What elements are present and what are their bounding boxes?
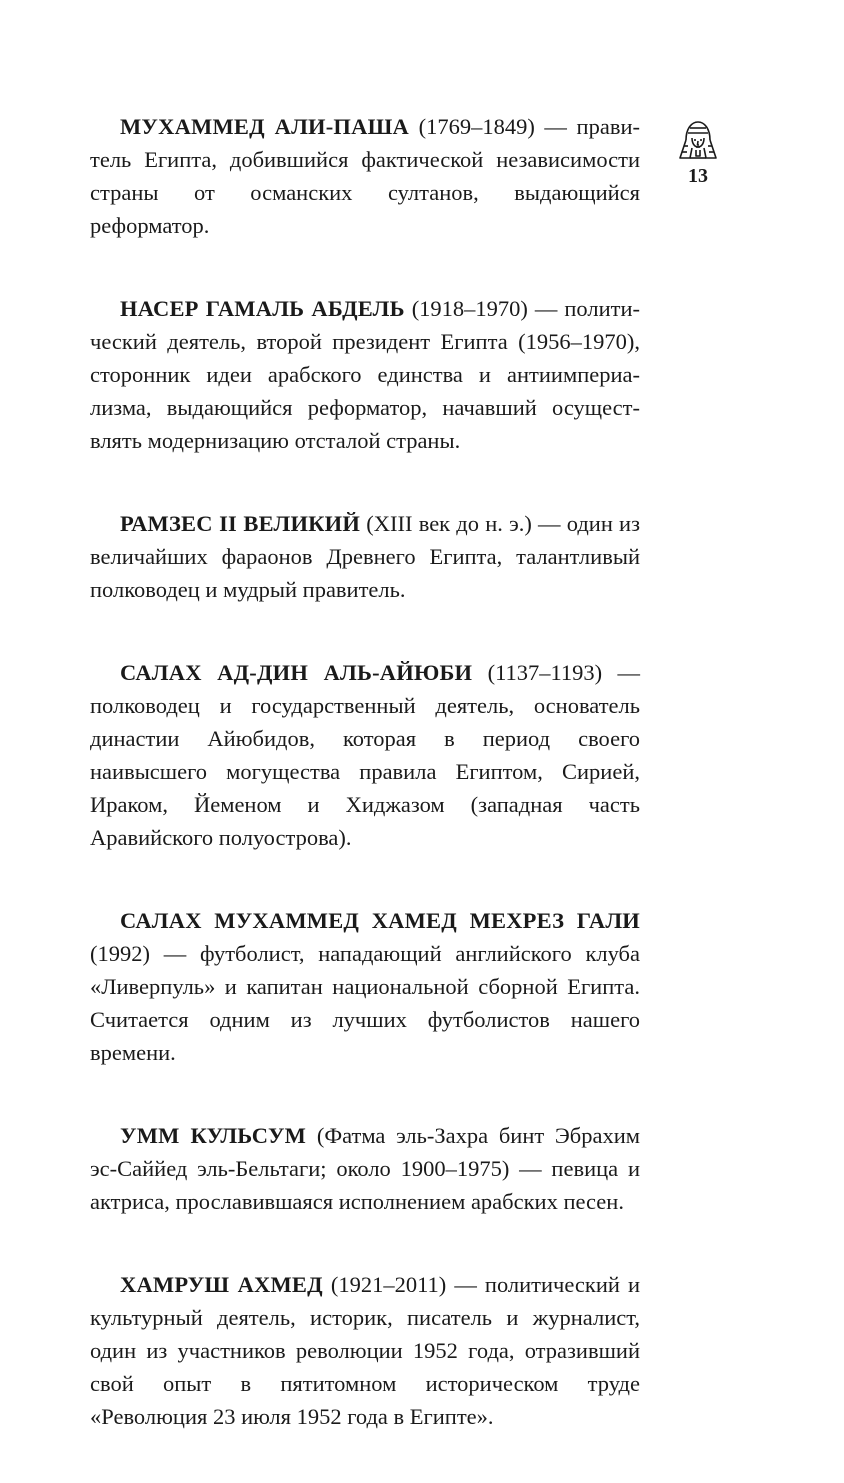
entry-text: (1992) — футболист, нападающий английского клуба «Ливерпуль» и капитан национальной сборной Египта. Считается одним из лучших футболистов нашего времени.	[90, 941, 640, 1065]
entry-text: (XIII век до н. э.) — один из величайших фараонов Древнего Египта, талантливый полководец и мудрый правитель.	[90, 511, 640, 602]
entry-name: САЛАХ МУХАММЕД ХАМЕД МЕХРЕЗ ГАЛИ	[120, 908, 640, 933]
entry-text: (1769–1849) — правитель Египта, добившийся фактической независимости страны от османских султанов, выдающийся реформатор.	[90, 114, 640, 238]
entry-ramesses-ii	[90, 507, 640, 606]
entry-name: ХАМРУШ АХМЕД	[120, 1272, 323, 1297]
entry-text: (1918–1970) — политический деятель, второй президент Египта (1956–1970), сторонник идеи арабского единства и антиимпериализма, выдающийся реформатор, начавший осуществлять модернизацию отсталой страны.	[90, 296, 640, 453]
entry-saladin	[90, 656, 640, 854]
entry-muhammad-ali-pasha	[90, 110, 640, 242]
entry-umm-kulthum	[90, 1119, 640, 1218]
entry-name: РАМЗЕС II ВЕЛИКИЙ	[120, 511, 361, 536]
entry-name: НАСЕР ГАМАЛЬ АБДЕЛЬ	[120, 296, 405, 321]
entry-name: САЛАХ АД-ДИН АЛЬ-АЙЮБИ	[120, 660, 473, 685]
entry-nasser	[90, 292, 640, 457]
entry-text: (1921–2011) — политический и культурный деятель, историк, писатель и журналист, один из участников революции 1952 года, отразивший свой опыт в пятитомном историческом труде «Революция 23 июля 1952 года в Египте».	[90, 1272, 640, 1429]
entry-text: (1137–1193) — полководец и государственный деятель, основатель династии Айюбидов, которая в период своего наивысшего могущества правила Египтом, Сирией, Ираком, Йеменом и Хиджазом (западная часть Аравийского полуострова).	[90, 660, 640, 850]
entry-name: МУХАММЕД АЛИ-ПАША	[120, 114, 409, 139]
entry-name: УММ КУЛЬСУМ	[120, 1123, 307, 1148]
text-column	[90, 110, 640, 1483]
sphinx-head-icon	[676, 118, 720, 164]
entry-text: (Фатма эль-Захра бинт Эбрахим эс-Саййед эль-Бельтаги; около 1900–1975) — певица и актриса, прославившаяся исполнением арабских песен.	[90, 1123, 640, 1214]
entry-hamrush-ahmed	[90, 1268, 640, 1433]
page-number: 13	[688, 165, 708, 187]
entry-mohamed-salah	[90, 904, 640, 1069]
running-head	[674, 118, 722, 193]
